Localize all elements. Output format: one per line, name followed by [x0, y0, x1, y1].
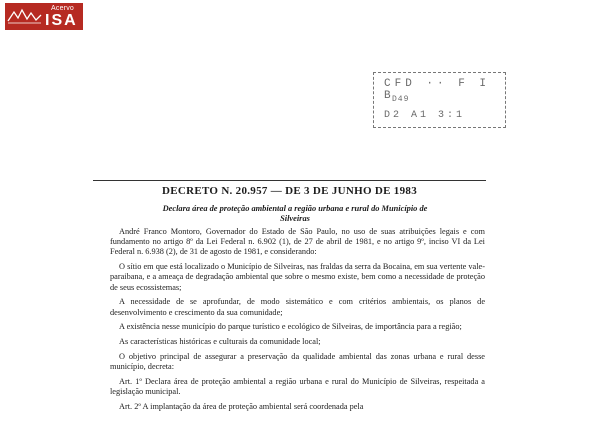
body-paragraph: A existência nesse município do parque turístico e ecológico de Silveiras, de importância para a região; [119, 322, 462, 332]
acervo-isa-logo [5, 3, 83, 30]
decree-body [110, 227, 485, 417]
stamp-line-1: CFD ·· F I B [384, 78, 491, 102]
logo-acervo-text: Acervo [51, 5, 74, 12]
body-paragraph: Art. 1º Declara área de proteção ambiental a região urbana e rural do Município de Silveiras, respeitada a legislação municipal. [110, 377, 485, 397]
body-paragraph: Art. 2º A implantação da área de proteção ambiental será coordenada pela [119, 402, 364, 411]
logo-isa-text: ISA [45, 12, 78, 29]
header-rule [93, 180, 486, 181]
stamp-line-2: D49 [392, 95, 410, 104]
body-paragraph: As características históricas e culturais da comunidade local; [119, 337, 321, 347]
body-paragraph: André Franco Montoro, Governador do Estado de São Paulo, no uso de suas atribuições legais e com fundamento no artigo 8º da Lei Federal n. 6.902 (1), de 27 de abril de 1981, e no artigo 9º, inciso VI da Lei Federal n. 6.938 (2), de 31 de agosto de 1981, e considerando: [110, 227, 485, 257]
body-paragraph: O sítio em que está localizado o Município de Silveiras, nas fraldas da serra da Bocaina, em sua vertente vale-paraibana, e a ameaça de degradação ambiental que sobre o mesmo existe, bem como a necessidade de proteção de seus ecossistemas; [110, 262, 485, 292]
decree-title: DECRETO N. 20.957 — DE 3 DE JUNHO DE 1983 [161, 185, 418, 197]
archive-stamp [373, 72, 506, 128]
body-paragraph: A necessidade de se aprofundar, de modo sistemático e com critérios ambientais, os planos de desenvolvimento e crescimento da sua comunidade; [110, 297, 485, 317]
decree-subtitle: Declara área de proteção ambiental a região urbana e rural do Município de Silveiras [162, 204, 428, 223]
hills-icon [7, 7, 43, 25]
body-paragraph: O objetivo principal de assegurar a preservação da qualidade ambiental das zonas urbana e rural desse município, decreta: [110, 352, 485, 372]
stamp-line-3: D2 A1 3:1 [384, 110, 466, 121]
